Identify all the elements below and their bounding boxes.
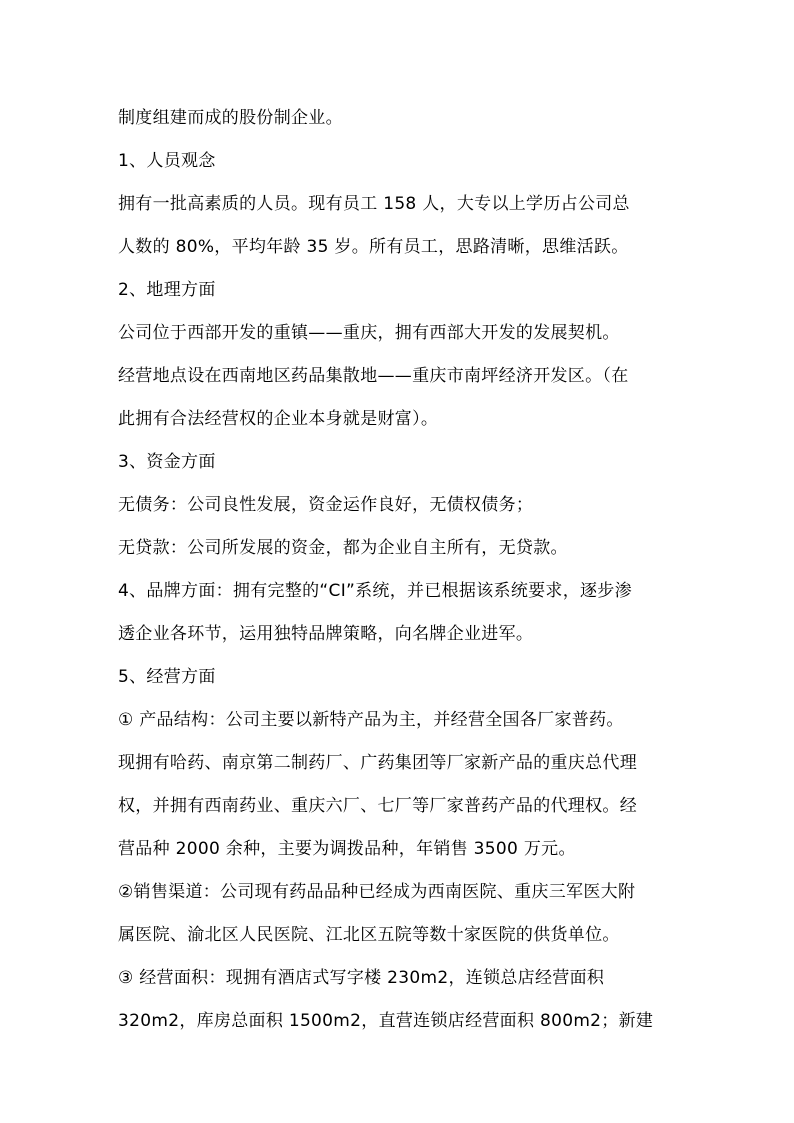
heading-brand: 4、品牌方面：拥有完整的“CI”系统，并已根据该系统要求，逐步渗 (118, 581, 632, 601)
text-line: 透企业各环节，运用独特品牌策略，向名牌企业进军。 (118, 624, 534, 644)
heading-geography: 2、地理方面 (118, 280, 216, 300)
text-line: 制度组建而成的股份制企业。 (118, 108, 343, 128)
text-line: 属医院、渝北区人民医院、江北区五院等数十家医院的供货单位。 (118, 925, 620, 945)
text-line: ③ 经营面积：现拥有酒店式写字楼 230m2，连锁总店经营面积 (118, 968, 605, 988)
text-line: 权，并拥有西南药业、重庆六厂、七厂等厂家普药产品的代理权。经 (118, 796, 637, 816)
text-line: 人数的 80%，平均年龄 35 岁。所有员工，思路清晰，思维活跃。 (118, 237, 629, 257)
text-line: 现拥有哈药、南京第二制药厂、广药集团等厂家新产品的重庆总代理 (118, 753, 637, 773)
text-line: 无债务：公司良性发展，资金运作良好，无债权债务； (118, 495, 534, 515)
text-line: 公司位于西部开发的重镇——重庆，拥有西部大开发的发展契机。 (118, 323, 620, 343)
text-line: 320m2，库房总面积 1500m2，直营连锁店经营面积 800m2；新建 (118, 1011, 654, 1031)
heading-personnel: 1、人员观念 (118, 151, 216, 171)
text-line: 营品种 2000 余种，主要为调拨品种，年销售 3500 万元。 (118, 839, 576, 859)
text-line: ②销售渠道：公司现有药品品种已经成为西南医院、重庆三军医大附 (118, 882, 636, 902)
text-line: ① 产品结构：公司主要以新特产品为主，并经营全国各厂家普药。 (118, 710, 624, 730)
heading-operations: 5、经营方面 (118, 667, 216, 687)
text-line: 此拥有合法经营权的企业本身就是财富）。 (118, 409, 439, 429)
text-line: 拥有一批高素质的人员。现有员工 158 人，大专以上学历占公司总 (118, 194, 630, 214)
text-line: 经营地点设在西南地区药品集散地——重庆市南坪经济开发区。（在 (118, 366, 629, 386)
heading-funds: 3、资金方面 (118, 452, 216, 472)
text-line: 无贷款：公司所发展的资金，都为企业自主所有，无贷款。 (118, 538, 568, 558)
